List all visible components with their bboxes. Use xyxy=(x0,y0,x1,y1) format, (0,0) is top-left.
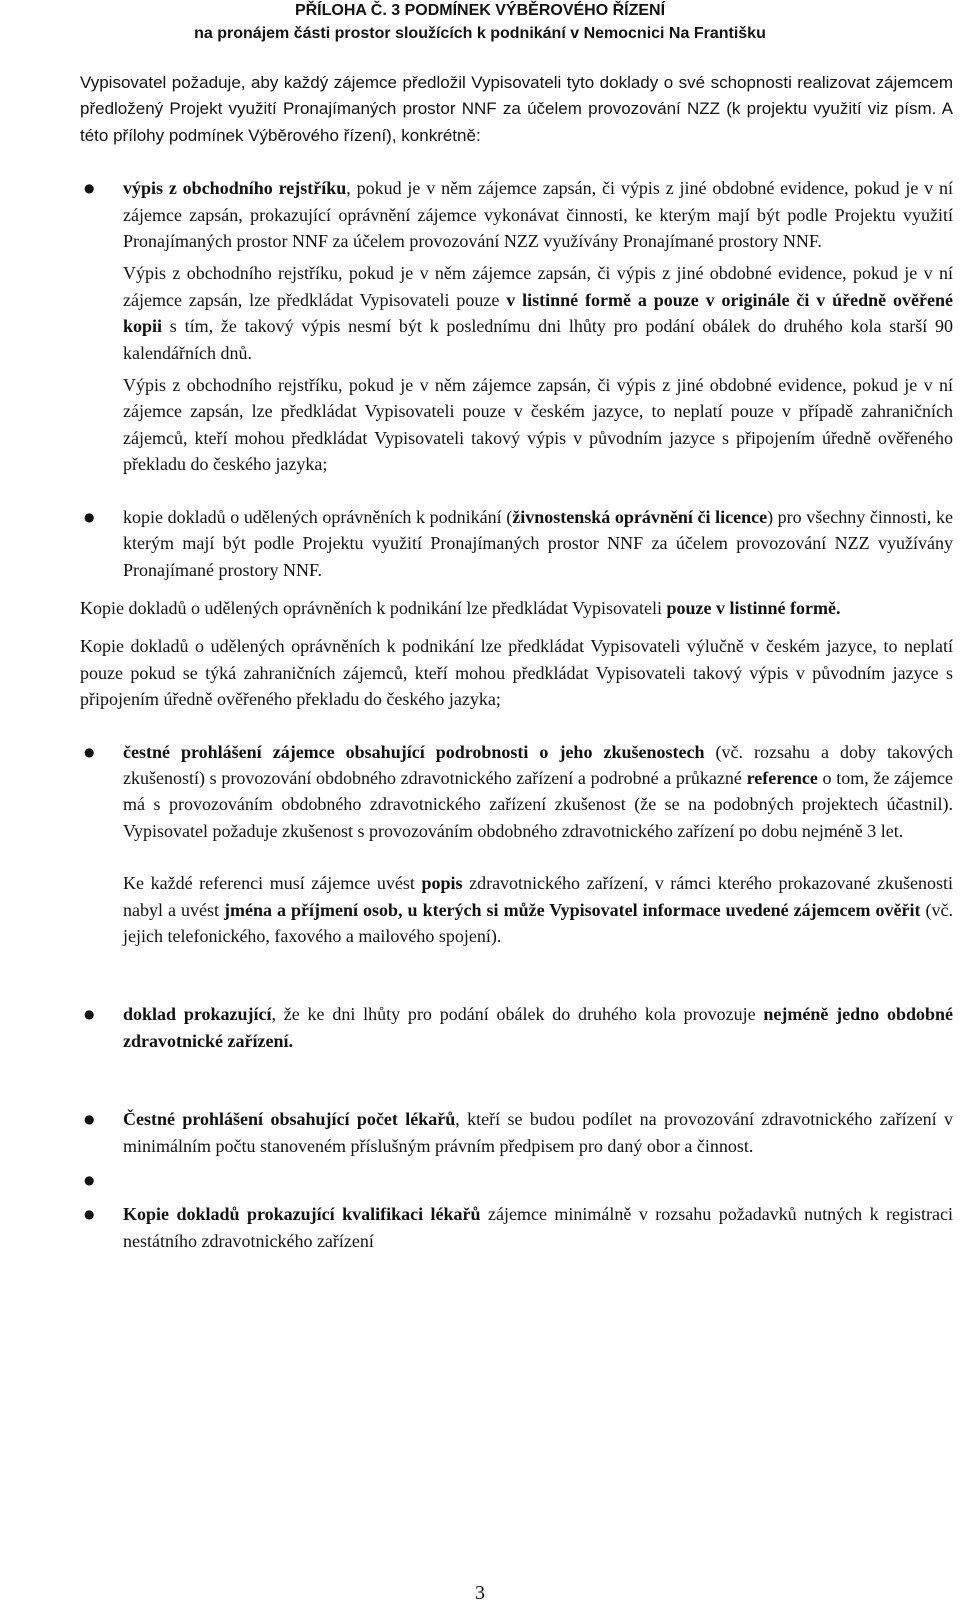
page-number: 3 xyxy=(475,1582,485,1604)
bullet-item-vypis: ● výpis z obchodního rejstříku, pokud je v něm zájemce zapsán, či výpis z jiné obdobné evidence, pokud je v ní zájemce zapsán, prokazující oprávnění zájemce vykonávat činnosti, ke kterým mají být podle Projektu využití Pronajímaných prostor NNF za účelem provozování NZZ využívány Pronajímané prostory NNF. xyxy=(80,175,953,254)
bullet-item-empty xyxy=(80,1167,953,1193)
document-body xyxy=(80,70,953,1254)
bullet-icon: ● xyxy=(84,509,95,524)
bullet-icon: ● xyxy=(84,1207,95,1222)
header-subtitle: na pronájem části prostor sloužících k podnikání v Nemocnici Na Františku xyxy=(194,25,766,42)
paragraph-kopie-jazyk: Kopie dokladů o udělených oprávněních k podnikání lze předkládat Vypisovateli výlučně v českém jazyce, to neplatí pouze pokud se týká zahraničních zájemců, kteří mohou předkládat Vypisovateli takový výpis v původním jazyce s připojením úředně ověřeného překladu do českého jazyka; xyxy=(80,636,953,710)
paragraph-reference: Ke každé referenci musí zájemce uvést popis zdravotnického zařízení, v rámci kterého prokazované zkušenosti nabyl a uvést jména a příjmení osob, u kterých si může Vypisovatel informace uvedené zájemcem ověřit (vč. jejich telefonického, faxového a mailového spojení). xyxy=(123,873,954,946)
paragraph-kopie-forma: Kopie dokladů o udělených oprávněních k podnikání lze předkládat Vypisovateli pouze v listinné formě. xyxy=(80,597,841,618)
bullet-icon: ● xyxy=(84,744,95,759)
bullet-item-pocet-lekaru: ● Čestné prohlášení obsahující počet lékařů, kteří se budou podílet na provozování zdravotnického zařízení v minimálním počtu stanoveném příslušným právním předpisem pro daný obor a činnost. xyxy=(80,1106,953,1159)
bullet-icon: ● xyxy=(84,1173,95,1187)
bullet-icon: ● xyxy=(84,181,95,196)
bullet-item-kvalifikace: ● Kopie dokladů prokazující kvalifikaci lékařů zájemce minimálně v rozsahu požadavků nutných k registraci nestátního zdravotnického zařízení xyxy=(80,1201,953,1254)
bullet-icon: ● xyxy=(84,1007,95,1022)
bullet-item-doklad: ● doklad prokazující, že ke dni lhůty pro podání obálek do druhého kola provozuje nejméně jedno obdobné zdravotnické zařízení. xyxy=(80,1001,953,1054)
bullet-item-kopie: ● kopie dokladů o udělených oprávněních k podnikání (živnostenská oprávnění či licence) pro všechny činnosti, ke kterým mají být podle Projektu využití Pronajímaných prostor NNF za účelem provozování NZZ využívány Pronajímané prostory NNF. xyxy=(80,504,953,583)
header-title: PŘÍLOHA Č. 3 PODMÍNEK VÝBĚROVÉHO ŘÍZENÍ xyxy=(294,2,666,19)
bullet-item-cestne-prohlaseni: ● čestné prohlášení zájemce obsahující podrobnosti o jeho zkušenostech (vč. rozsahu a doby takových zkušeností) s provozování obdobného zdravotnického zařízení a podrobné a průkazné reference o tom, že zájemce má s provozováním obdobného zdravotnického zařízení zkušenost (že se na podobných projektech účastnil). Vypisovatel požaduje zkušenost s provozováním obdobného zdravotnického zařízení po dobu nejméně 3 let. xyxy=(80,739,953,845)
paragraph-vypis-jazyk: Výpis z obchodního rejstříku, pokud je v něm zájemce zapsán, či výpis z jiné obdobné evidence, pokud je v ní zájemce zapsán, lze předkládat Vypisovateli pouze v českém jazyce, to neplatí pouze v případě zahraničních zájemců, kteří mohou předkládat Vypisovateli takový výpis v původním jazyce s připojením úředně ověřeného překladu do českého jazyka; xyxy=(123,375,953,475)
paragraph-vypis-forma: Výpis z obchodního rejstříku, pokud je v něm zájemce zapsán, či výpis z jiné obdobné evidence, pokud je v ní zájemce zapsán, lze předkládat Vypisovateli pouze v listinné formě a pouze v originále či v úředně ověřené kopii s tím, že takový výpis nesmí být k poslednímu dni lhůty pro podání obálek do druhého kola starší 90 kalendářních dnů. xyxy=(123,263,953,363)
intro-paragraph: Vypisovatel požaduje, aby každý zájemce předložil Vypisovateli tyto doklady o své schopnosti realizovat zájemcem předložený Projekt využití Pronajímaných prostor NNF za účelem provozování NZZ (k projektu využití viz písm. A této přílohy podmínek Výběrového řízení), konkrétně: xyxy=(80,73,953,145)
bullet-icon: ● xyxy=(84,1112,95,1127)
